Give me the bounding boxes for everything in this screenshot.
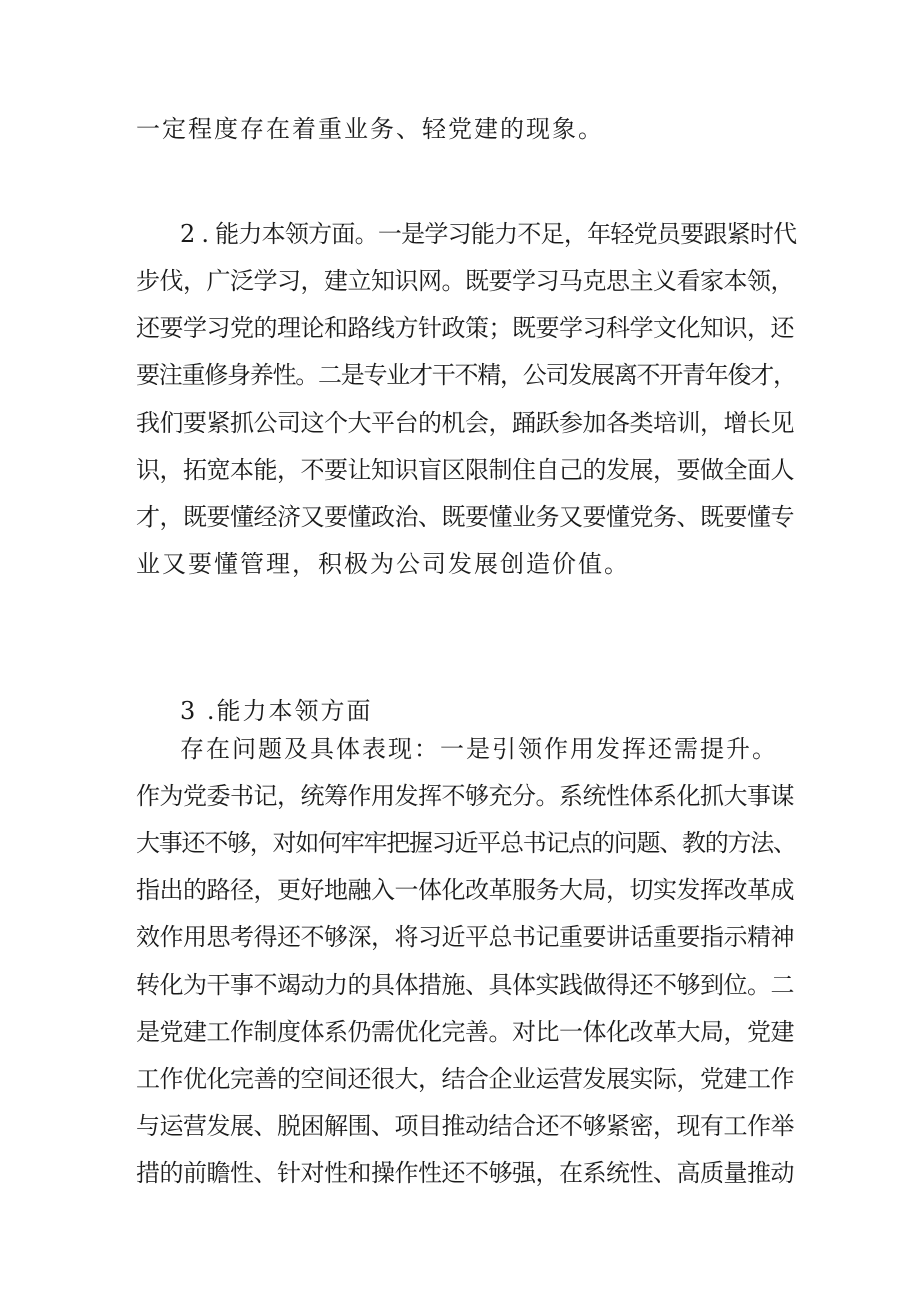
paragraph-line: 工作优化完善的空间还很大，结合企业运营发展实际，党建工作: [136, 1065, 794, 1093]
paragraph-line: 与运营发展、脱困解围、项目推动结合还不够紧密，现有工作举: [136, 1112, 794, 1140]
paragraph-line: 大事还不够，对如何牢牢把握习近平总书记点的问题、教的方法、: [136, 829, 796, 857]
paragraph-line: 转化为干事不竭动力的具体措施、具体实践做得还不够到位。二: [136, 971, 794, 999]
paragraph-line: 业又要懂管理，积极为公司发展创造价值。: [136, 550, 630, 578]
paragraph-line: 措的前瞻性、针对性和操作性还不够强，在系统性、高质量推动: [136, 1159, 794, 1187]
paragraph-line: 是党建工作制度体系仍需优化完善。对比一体化改革大局，党建: [136, 1018, 794, 1046]
paragraph-line: 我们要紧抓公司这个大平台的机会，踊跃参加各类培训，增长见: [136, 409, 794, 437]
paragraph-line: 步伐，广泛学习，建立知识网。既要学习马克思主义看家本领，: [136, 267, 794, 295]
paragraph-line: 指出的路径，更好地融入一体化改革服务大局，切实发挥改革成: [136, 876, 794, 904]
paragraph-line: 还要学习党的理论和路线方针政策；既要学习科学文化知识，还: [136, 314, 794, 342]
paragraph-line: 一定程度存在着重业务、轻党建的现象。: [136, 115, 604, 143]
paragraph-line: 2 . 能力本领方面。一是学习能力不足，年轻党员要跟紧时代: [180, 220, 797, 248]
paragraph-line: 识，拓宽本能，不要让知识盲区限制住自己的发展，要做全面人: [136, 456, 794, 484]
paragraph-line: 要注重修身养性。二是专业才干不精，公司发展离不开青年俊才，: [136, 361, 796, 389]
section-heading: 3 .能力本领方面: [180, 697, 373, 725]
paragraph-line: 才，既要懂经济又要懂政治、既要懂业务又要懂党务、既要懂专: [136, 503, 794, 531]
paragraph-line: 作为党委书记，统筹作用发挥不够充分。系统性体系化抓大事谋: [136, 782, 794, 810]
paragraph-line: 效作用思考得还不够深，将习近平总书记重要讲话重要指示精神: [136, 923, 794, 951]
paragraph-line: 存在问题及具体表现：一是引领作用发挥还需提升。: [180, 735, 778, 763]
